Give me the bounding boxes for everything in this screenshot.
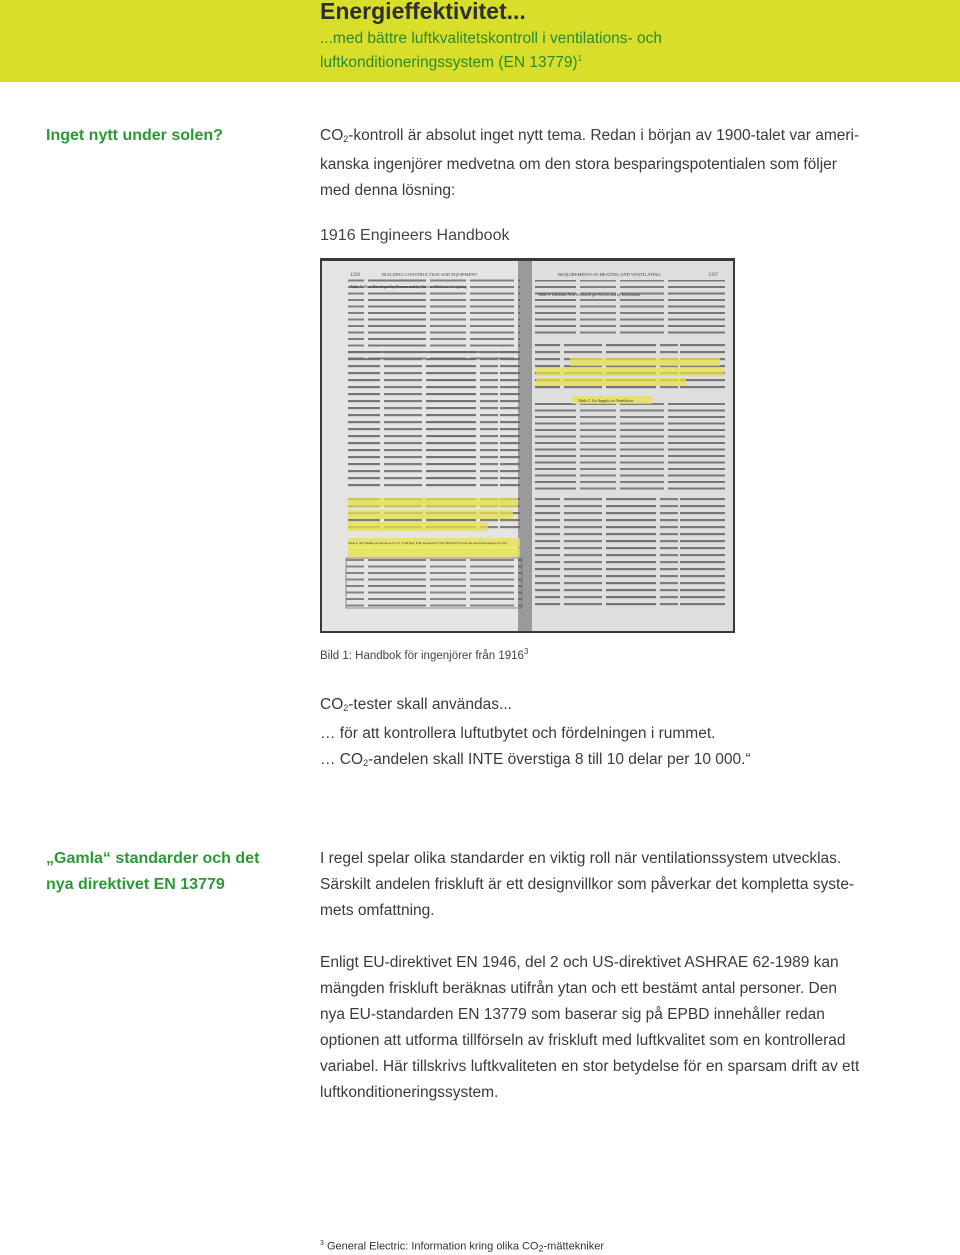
photo-left-page-no: 1336 — [350, 273, 360, 278]
s2-p2-line2: mängden friskluft beräknas utifrån ytan och ett bestämt antal personer. Den — [320, 980, 837, 997]
handbook-photo — [320, 258, 735, 633]
quote-co1-sub: 2 — [343, 703, 349, 713]
subtitle-line1: ...med bättre luftkvalitetskontroll i ventilations- och — [320, 30, 663, 47]
s2-p1-line2: Särskilt andelen friskluft är ett designvillkor som påverkar det kompletta syste- — [320, 876, 855, 893]
photo-right-table4: Table 4. Carbonic Acid Produced per Person and by Illuminants — [538, 292, 641, 297]
quote-line3: -andelen skall INTE överstiga 8 till 10 delar per 10 000.“ — [368, 751, 751, 768]
photo-caption — [320, 647, 528, 662]
footnote-text-post: -mättekniker — [543, 1240, 605, 1253]
page-title: Energieffektivitet... — [320, 0, 526, 24]
page-subtitle — [320, 29, 880, 73]
s2-p1-line1: I regel spelar olika standarder en viktig roll när ventilationssystem utvecklas. — [320, 850, 842, 867]
quote-line3-pre: … CO — [320, 751, 364, 768]
photo-left-table: Table 3. Heat Developed by Persons and by Various Methods of Lighting — [350, 284, 468, 289]
footnote-text-pre: General Electric: Information kring olika CO — [326, 1240, 539, 1253]
footnote-ref-3: 3 — [523, 647, 529, 656]
caption-text: Bild 1: Handbok för ingenjörer från 1916 — [320, 650, 524, 662]
standards-paragraph-1 — [320, 846, 910, 924]
photo-right-table5: Table 5. Air Supply for Ventilation — [578, 398, 634, 403]
handbook-photo-image — [320, 258, 735, 633]
s2-p2-line6: luftkonditioneringssystem. — [320, 1084, 499, 1101]
intro-co-sub: 2 — [343, 134, 349, 144]
handbook-title: 1916 Engineers Handbook — [320, 227, 510, 244]
s2-p2-line4: optionen att utforma tillförseln av friskluft med luftkvalitet som en kontrollerad — [320, 1032, 846, 1049]
quote-co1: CO — [320, 696, 344, 713]
section-heading-inget-nytt: Inget nytt under solen? — [46, 127, 223, 144]
footnote-ref-1: 1 — [577, 54, 583, 63]
section2-heading-line1: „Gamla“ standarder och det — [46, 850, 260, 867]
photo-right-page-no: 1337 — [708, 273, 718, 278]
quote-block — [320, 692, 910, 776]
section-heading-standarder — [46, 846, 259, 898]
section2-heading-line2: nya direktivet EN 13779 — [46, 876, 225, 893]
s2-p2-line3: nya EU-standarden EN 13779 som baserar sig på EPBD innehåller redan — [320, 1006, 825, 1023]
intro-paragraph — [320, 123, 910, 204]
intro-line2: kanska ingenjörer medvetna om den stora besparingspotentialen som följer — [320, 156, 837, 173]
quote-line2: … för att kontrollera luftutbytet och fördelningen i rummet. — [320, 725, 716, 742]
intro-co: CO — [320, 127, 344, 144]
s2-p2-line1: Enligt EU-direktivet EN 1946, del 2 och US-direktivet ASHRAE 62-1989 kan — [320, 954, 839, 971]
s2-p1-line3: mets omfattning. — [320, 902, 435, 919]
quote-co3-sub: 2 — [363, 758, 369, 768]
s2-p2-line5: variabel. Här tillskrivs luftkvaliteten en stor betydelse för en sparsam drift av ett — [320, 1058, 860, 1075]
footnote-sub: 2 — [538, 1243, 544, 1254]
photo-left-table2: Table 2. Air Volume per Person in Cu. Ft. at 68 Deg. Fahr. Required if CO2 Shall Not Exceed the Given Percentages of CO2 — [348, 541, 507, 545]
intro-line1: -kontroll är absolut inget nytt tema. Redan i början av 1900-talet var ameri- — [348, 127, 860, 144]
photo-right-header: REQUIREMENTS IN HEATING AND VENTILATING — [558, 272, 661, 277]
subtitle-line2: luftkonditioneringssystem (EN 13779) — [320, 54, 578, 72]
footnote — [320, 1240, 604, 1254]
footnote-number: 3 — [320, 1240, 324, 1247]
quote-line1: -tester skall användas... — [348, 696, 512, 713]
standards-paragraph-2 — [320, 950, 910, 1106]
intro-line3: med denna lösning: — [320, 182, 456, 199]
header-band — [0, 0, 960, 82]
photo-left-header: BUILDING CONSTRUCTION AND EQUIPMENT — [382, 272, 478, 277]
